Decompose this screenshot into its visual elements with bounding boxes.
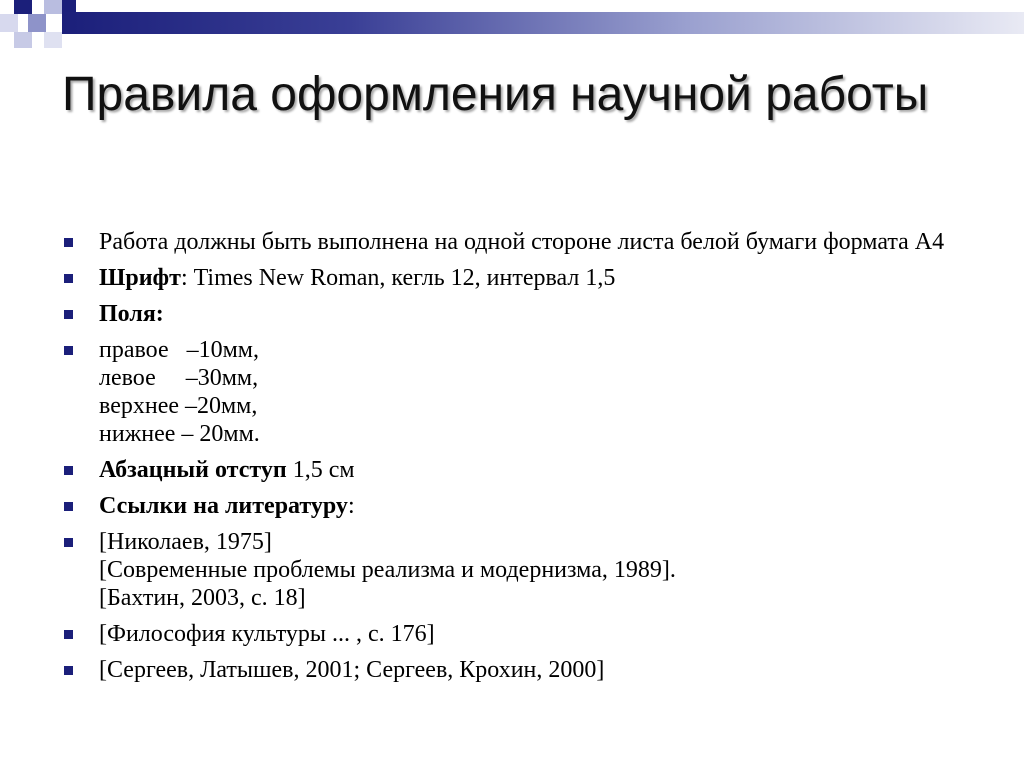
deco-square [0,14,18,32]
item-text: [Философия культуры ... , с. 176] [99,621,435,647]
item-text: : [347,493,355,519]
list-item [62,620,1002,648]
item-text: [Сергеев, Латышев, 2001; Сергеев, Крохин, 2000] [99,657,605,683]
item-bold-label: Шрифт [99,265,181,291]
bullet-square-icon [64,466,73,475]
list-item [62,264,1002,292]
slide-title: Правила оформления научной работы [62,68,929,121]
deco-square [62,0,76,12]
deco-square [28,14,46,32]
margin-line: правое –10мм, [99,337,259,363]
list-item [62,456,1002,484]
bullet-square-icon [64,274,73,283]
citation-line: [Современные проблемы реализма и модернизма, 1989]. [99,557,676,583]
list-item [62,336,1002,448]
deco-square [14,0,32,14]
bullet-square-icon [64,346,73,355]
list-item [62,300,1002,328]
bullet-square-icon [64,538,73,547]
citation-line: [Бахтин, 2003, с. 18] [99,585,306,611]
bullet-square-icon [64,238,73,247]
bullet-square-icon [64,666,73,675]
item-text: : Times New Roman, кегль 12, интервал 1,5 [180,265,616,291]
list-item [62,656,1002,684]
list-item [62,228,1002,256]
bullet-square-icon [64,630,73,639]
citation-line: [Николаев, 1975] [99,529,272,555]
margin-line: левое –30мм, [99,365,259,391]
header-decoration [0,0,1024,60]
deco-square [14,32,32,48]
bullet-square-icon [64,310,73,319]
margin-line: нижнее – 20мм. [99,421,260,447]
deco-square [44,0,62,14]
margin-line: верхнее –20мм, [99,393,258,419]
header-gradient-bar [62,12,1024,34]
item-text: Работа должны быть выполнена на одной стороне листа белой бумаги формата А4 [99,229,945,255]
item-text: 1,5 см [286,457,355,483]
list-item [62,492,1002,520]
item-bold-label: Поля: [99,301,164,327]
bullet-square-icon [64,502,73,511]
deco-square [44,32,62,48]
item-bold-label: Ссылки на литературу [99,493,348,519]
list-item [62,528,1002,612]
rules-list [62,228,1002,692]
item-bold-label: Абзацный отступ [99,457,287,483]
